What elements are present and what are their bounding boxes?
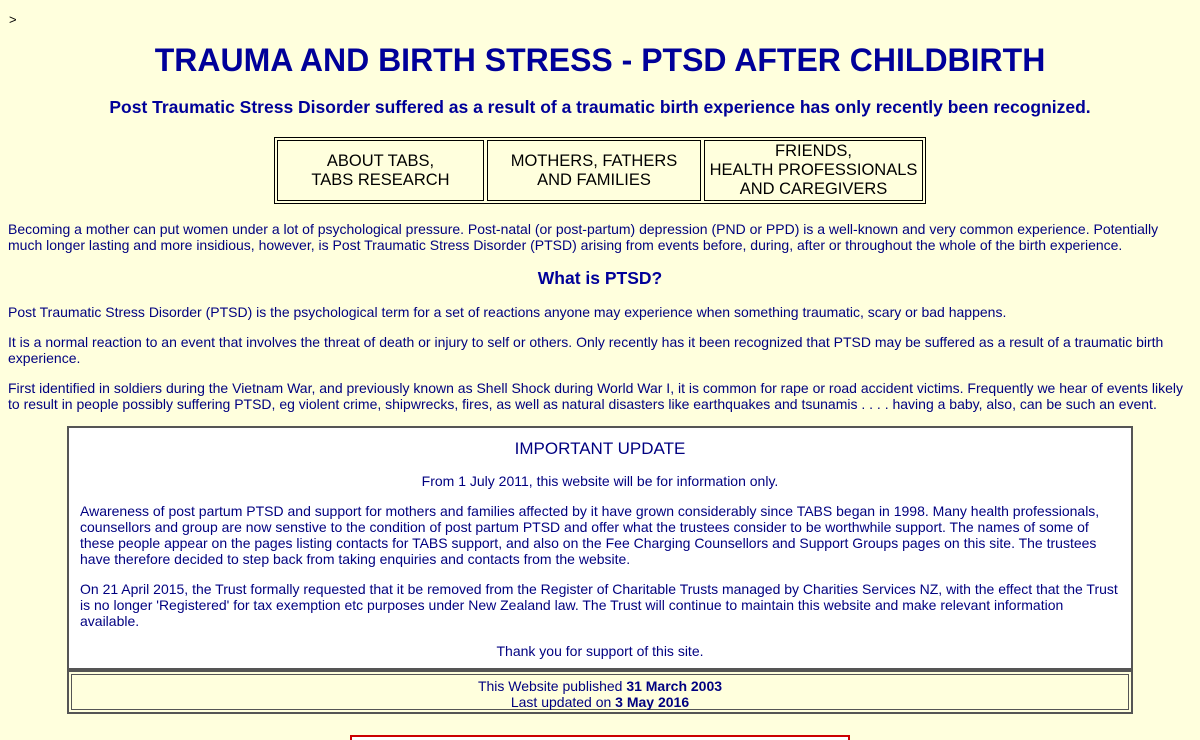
important-update-box (67, 426, 1133, 670)
what-is-ptsd-heading: What is PTSD? (537, 268, 663, 288)
footer-inner (71, 674, 1129, 710)
published-line (72, 678, 1128, 694)
updated-label: Last updated on (510, 694, 612, 710)
update-paragraph-2: On 21 April 2015, the Trust formally requested that it be removed from the Register of Charitable Trusts managed by Charities Services NZ, with the effect that the Trust is no longer 'Registered' for tax exemption etc purposes under New Zealand law. The Trust will continue to maintain this website and make relevant information available. (80, 581, 1118, 629)
nav-mothers-fathers-link[interactable]: MOTHERS, FATHERS AND FAMILIES (487, 140, 701, 201)
page-title: TRAUMA AND BIRTH STRESS - PTSD AFTER CHILDBIRTH (154, 42, 1046, 78)
ptsd-paragraph-3: First identified in soldiers during the Vietnam War, and previously known as Shell Shock during World War I, it is common for rape or road accident victims. Frequently we hear of events likely to result in people possibly suffering PTSD, eg violent crime, shipwrecks, fires, as well as natural disasters like earthquakes and tsunamis . . . . having a baby, also, can be such an event. (8, 380, 1183, 412)
update-title: IMPORTANT UPDATE (514, 439, 686, 458)
ptsd-paragraph-2: It is a normal reaction to an event that involves the threat of death or injury to self or others. Only recently has it been recognized that PTSD may be suffered as a result of a traumatic birth experience. (8, 334, 1164, 366)
caret-text: > (9, 12, 17, 27)
update-paragraph-1: Awareness of post partum PTSD and support for mothers and families affected by it have grown considerably since TABS began in 1998. Many health professionals, counsellors and group are now senstive to the condition of post partum PTSD and offer what the trustees consider to be worthwhile support. The names of some of these people appear on the pages listing contacts for TABS support, and also on the Fee Charging Counsellors and Support Groups pages on this site. The trustees have therefore decided to step back from taking enquiries and contacts from the website. (80, 503, 1100, 567)
updated-line (72, 694, 1128, 710)
nav-friends-professionals-link[interactable]: FRIENDS, HEALTH PROFESSIONALS AND CAREGIVERS (704, 140, 923, 201)
published-label: This Website published (477, 678, 623, 694)
intro-paragraph: Becoming a mother can put women under a lot of psychological pressure. Post-natal (or post-partum) depression (PND or PPD) is a well-known and very common experience. Potentially much longer lasting and more insidious, however, is Post Traumatic Stress Disorder (PTSD) arising from events before, during, after or throughout the whole of the birth experience. (8, 221, 1159, 253)
update-thanks: Thank you for support of this site. (496, 643, 704, 659)
update-info-line: From 1 July 2011, this website will be for information only. (421, 473, 779, 489)
red-bordered-box (350, 735, 850, 740)
page-subtitle: Post Traumatic Stress Disorder suffered as a result of a traumatic birth experience has only recently been recognized. (109, 97, 1091, 117)
published-date: 31 March 2003 (626, 678, 723, 694)
nav-table (274, 137, 926, 204)
ptsd-paragraph-1: Post Traumatic Stress Disorder (PTSD) is the psychological term for a set of reactions anyone may experience when something traumatic, scary or bad happens. (8, 304, 1007, 320)
nav-about-tabs-link[interactable]: ABOUT TABS, TABS RESEARCH (277, 140, 484, 201)
footer-box (67, 670, 1133, 714)
updated-date: 3 May 2016 (615, 694, 690, 710)
